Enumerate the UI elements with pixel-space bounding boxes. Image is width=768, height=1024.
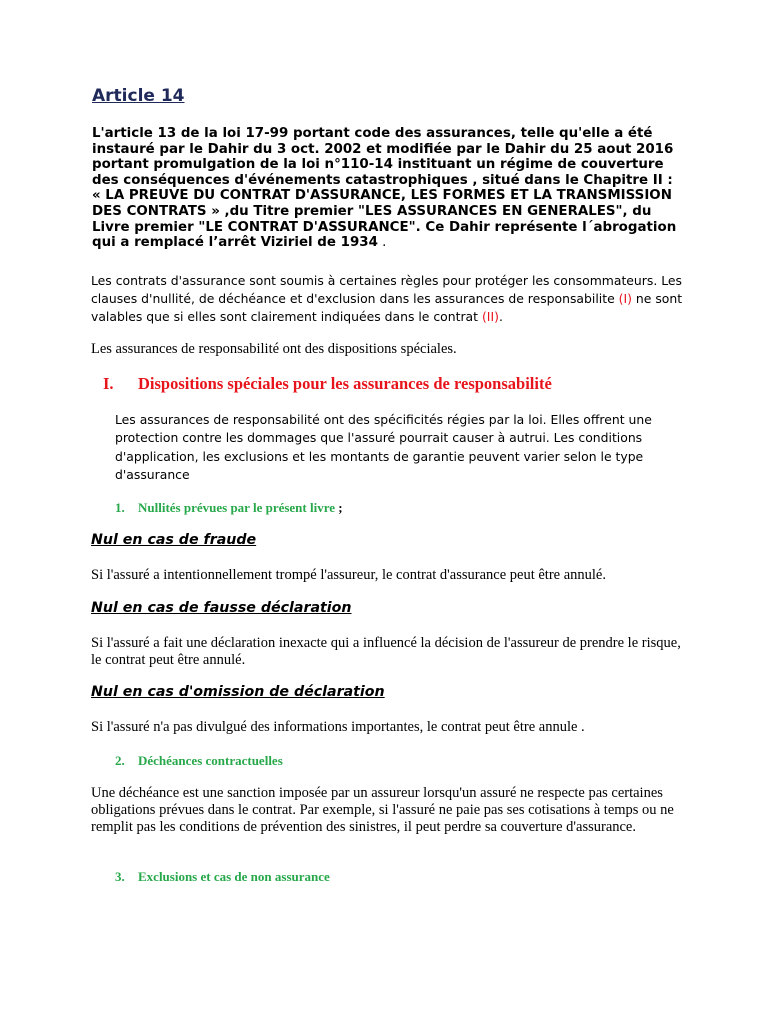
subsection-1-number: 1. (115, 500, 125, 515)
case-omission-text: Si l'assuré n'a pas divulgué des informations importantes, le contrat peut être annule . (91, 719, 585, 735)
special-provisions-line: Les assurances de responsabilité ont des dispositions spéciales. (91, 341, 457, 357)
section-1-heading (103, 374, 552, 394)
summary-part-2: ne sont valables que si elles sont clairement indiquées dans le contrat (91, 291, 683, 324)
case-fausse-declaration-heading: Nul en cas de fausse déclaration (91, 600, 352, 616)
subsection-1-title: Nullités prévues par le présent livre (138, 500, 336, 515)
summary-part-3: . (498, 309, 503, 324)
subsection-3-heading (115, 869, 330, 885)
section-1-title: Dispositions spéciales pour les assurances de responsabilité (138, 374, 552, 393)
subsection-3-number: 3. (115, 869, 125, 884)
subsection-1-suffix: ; (335, 500, 343, 515)
subsection-2-heading (115, 753, 283, 769)
subsection-2-text: Une déchéance est une sanction imposée par un assureur lorsqu'un assuré ne respecte pas certaines obligations prévues dans le contrat. Par exemple, si l'assuré ne paie pas ses cotisations à temps ou ne remplit pas les conditions de prévention des sinistres, il peut perdre sa couverture d'assurance. (91, 785, 674, 835)
subsection-2-title: Déchéances contractuelles (138, 753, 283, 768)
reference-I: (I) (618, 291, 632, 306)
summary-paragraph (91, 272, 691, 326)
intro-bold-paragraph (92, 126, 682, 251)
case-fausse-declaration-text: Si l'assuré a fait une déclaration inexacte qui a influencé la décision de l'assureur de prendre le risque, le contrat peut être annulé. (91, 635, 681, 668)
subsection-3-title: Exclusions et cas de non assurance (138, 869, 330, 884)
reference-II: (II) (481, 309, 499, 324)
intro-bold-tail: . (377, 235, 387, 251)
section-1-number: I. (103, 374, 114, 393)
subsection-2-number: 2. (115, 753, 125, 768)
subsection-1-heading (115, 500, 343, 516)
summary-part-1: Les contrats d'assurance sont soumis à certaines règles pour protéger les consommateurs. Les clauses d'nullité, de déchéance et d'exclusion dans les assurances de responsabilite (91, 273, 682, 306)
case-fraude-heading: Nul en cas de fraude (91, 532, 257, 548)
article-title: Article 14 (92, 86, 185, 106)
case-omission-heading: Nul en cas d'omission de déclaration (91, 684, 385, 700)
case-fraude-text: Si l'assuré a intentionnellement trompé l'assureur, le contrat d'assurance peut être annulé. (91, 567, 606, 583)
section-1-intro: Les assurances de responsabilité ont des spécificités régies par la loi. Elles offrent une protection contre les dommages que l'assuré pourrait causer à autrui. Les conditions d'application, les exclusions et les montants de garantie peuvent varier selon le type d'assurance (115, 412, 652, 482)
intro-bold-text: L'article 13 de la loi 17-99 portant code des assurances, telle qu'elle a été instauré par le Dahir du 3 oct. 2002 et modifiée par le Dahir du 25 aout 2016 portant promulgation de la loi n°110-14 instituant un régime de couverture des conséquences d'événements catastrophiques , situé dans le Chapitre II : « LA PREUVE DU CONTRAT D'ASSURANCE, LES FORMES ET LA TRANSMISSION DES CONTRATS » ,du Titre premier "LES ASSURANCES EN GENERALES", du Livre premier "LE CONTRAT D'ASSURANCE". Ce Dahir représente l´abrogation qui a remplacé l’arrêt Viziriel de 1934 (92, 126, 677, 251)
